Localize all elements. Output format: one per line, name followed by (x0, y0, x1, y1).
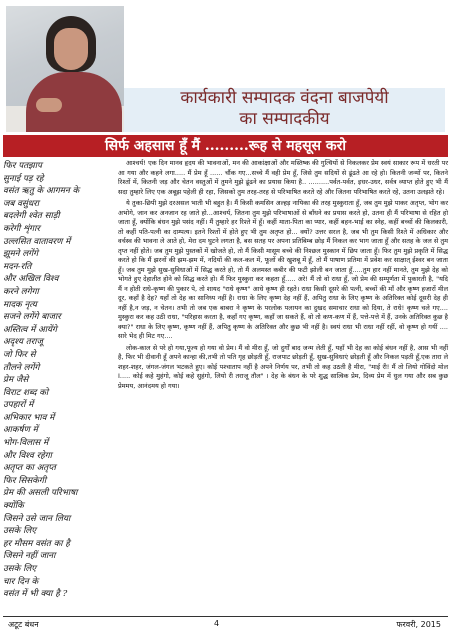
poem-line: अदृश्य तराजू (3, 337, 43, 348)
poem-line: और विश्व रहेगा (3, 450, 52, 461)
editor-title-line1: कार्यकारी सम्पादक वंदना बाजपेयी (180, 88, 389, 108)
article-banner: सिर्फ अहसास हूँ मैं .........रूह से महसूस करो (3, 135, 448, 157)
article-paragraph-1: आश्चर्य! एक दिन मानव हृदय की भावनाओं, मन की आकांक्षाओं और मस्तिष्क की गुत्थियों से निकलकर प्रेम स्वयं साकार रूप में धरती पर आ गया और कहने लगा..... मैं प्रेम हूँ ...... चौंक गए...सच्चे मैं वही प्रेम हूँ, जिसे तुम सदियों से ढूंढते आ रहे हो। कितनी जन्मों पर, कितने रिश्तों में, कितनी जड़ और चेतन वस्तुओं में तुमने मुझे ढूंढने का प्रयास किया है.. ..........पर्वत-पर्वत, इधर-उधर, सर्वत्र व्याप्त होते हुए भी मैं सदा तुम्हारे लिए एक अबूझ पहेली ही रहा, जिसको तुम तरह-तरह से परिभाषित करते रहे और जितना परिभाषित करते रहे, उतना उलझते रहे। (118, 159, 448, 196)
editor-title (124, 88, 445, 130)
poem-line: उल्लसित वातावरण में (3, 236, 71, 247)
poem-line: और अखिल विश्व (3, 274, 59, 285)
poem-line: करेगी शृंगार (3, 223, 40, 234)
poem-line: चार दिन के (3, 576, 39, 587)
poem-line: अस्तित्व में आयेंगे (3, 324, 57, 335)
poem-line: आकर्षण में (3, 425, 38, 436)
poem-column (3, 160, 115, 601)
photo-face (54, 28, 88, 70)
poem-line: विराट शब्द को (3, 387, 49, 398)
poem-line: वसंत ऋतु के आगमन के (3, 186, 80, 197)
poem-line: मदन-रति (3, 261, 32, 272)
poem-line: फिर पतझाप (3, 161, 42, 171)
poem-line: प्रेम की असली परिभाषा (3, 488, 78, 499)
editor-title-line2: का सम्पादकीय (239, 109, 330, 129)
poem-line: अभिकार भाव में (3, 412, 55, 423)
poem-line: जिसने नहीं जाना (3, 551, 56, 562)
poem-line: सजने लगेंगे बाजार (3, 312, 61, 323)
footer-divider (3, 616, 448, 617)
poem-line: मादक नृत्य (3, 299, 37, 310)
article-paragraph-2: ये तुका-छिपी मुझे दरअसल भाती भी बहुत है। मैं किसी कमसिन अल्हड़ नायिका की तरह मुस्कुराता हूँ, जब तुम मुझे पाकर अतृप्त, भोग कर अभोगे, जान कर अनजान रह जाते हो...आश्चर्य, जितना तुम मुझे परिभाषाओं से बाँधने का प्रयास करते हो, उतना ही मैं परिभाषा से रहित हो जाता हूँ, क्योंकि बंधन मुझे पसंद नहीं। मैं तुम्हारे हर रिश्ते में हूँ। कहीं माता-पिता का प्यार, कहीं बहन-भाई का स्नेह, कहीं बच्चों की किलकारी, तो कहीं पति-पत्नी का दाम्पत्य। इतने रिश्तों में होते हुए भी तुम अतृप्त हो... क्यों? उत्तर सरल है, जब भी तुम किसी रिश्ते में अधिकार और वर्चस्व की भावना ले आते हो, मेरा दम घुटने लगता है, बस सतह पर अपना प्रतिबिम्ब छोड़ मैं निकल कर भाग जाता हूँ और सतह के जल से तुम तृप्त नहीं होते। जब तुम मुझे पुस्तकों में खोजते हो, तो मैं किसी मासूम बच्चे की निश्छल मुस्कान में छिप जाता हूँ। फिर तुम मुझे प्रकृति में सिद्ध करते हो कि मैं झरनों की झम-झम में, नदियों की कल-कल में, फूलों की खुशबू में हूँ, तो मैं पाषाण प्रतिमा में प्रवेश कर साक्षात् ईश्वर बन जाता हूँ। जब तुम मुझे सुख-सुविधाओं में सिद्ध करते हो, तो मैं अलमस्त कबीर की फटी झोली बन जाता हूँ.....तुम हार नहीं मानते, तुम मुझे देह को भोगते हुए देहातीत होने को सिद्ध करते हो। मैं फिर मुस्कुरा कर कहता हूँ..... अरे! मैं तो वो राधा हूँ, जो प्रेम की सम्पूर्णता में पुकारती है, "यदि मैं न होती राधे-कृष्ण की पुकार पे, तो शायद "राधे कृष्ण" आधे कृष्ण ही रहते। राधा किसी दूसरे की पत्नी, बच्चों की माँ और कृष्ण हजारों मील दूर, कहाँ है देह? यहाँ तो देह का सानिध्य नहीं है। राधा के लिए कृष्ण देह नहीं हैं, अपितु राधा के लिए कृष्ण के अतिरिक्त कोई दूसरी देह ही नहीं है,न जड़, न चेतन। तभी तो जब एक बाबरा ने कृष्ण के परलोक पलायन का दुखद समाचार राधा को दिया, ते राधे! कृष्ण चले गए.... मुस्कुरा कर कह उठी राधा, "परिहास करता है, कहाँ गए कृष्ण, कहाँ जा सकते हैं, वो तो कण-कण में हैं, पत्ते-पत्ते में हैं, उनके अतिरिक्त कुछ है क्या?" राधा के लिए कृष्ण, कृष्ण नहीं हैं, अपितु कृष्ण के अतिरिक्त और कुछ भी नहीं है। स्वयं राधा भी राधा नहीं रहीं, वो कृष्ण हो गयीं .... सारे भेद ही मिट गए.... (118, 199, 448, 340)
poem-line: वसंत में भी क्या है ? (3, 589, 68, 600)
poem-line: प्रेम जैसे (3, 375, 29, 386)
photo-hand (36, 98, 62, 112)
footer-issue-date: फरवरी, 2015 (396, 620, 441, 629)
poem-line: फिर सिसकेगी (3, 475, 47, 486)
footer-page-number: 4 (214, 619, 220, 628)
poem-line: उसके लिए (3, 526, 37, 537)
poem-line: जिसने उसे जान लिया (3, 513, 71, 524)
poem-line: सुनाई पड़ रहे (3, 173, 44, 184)
editorial-article (118, 159, 448, 393)
poem-line: करने लगेगा (3, 286, 39, 297)
poem-line: झूमने लगेंगे (3, 249, 39, 260)
poem-line: तौलने लगेंगे (3, 362, 40, 373)
poem-line: अतृप्त का अतृप्त (3, 463, 56, 474)
editor-photo (6, 6, 124, 132)
footer-magazine-name: अटूट बंधन (8, 620, 39, 629)
article-paragraph-3: लोक-काल से परे हो गया,पूज्य हो गया वो प्रेम। मैं वो मीरा हूँ, जो दुर्गों बाद जन्म लेती हूँ, यहाँ भी देह का कोई बंधन नहीं है, आस भी नहीं है, फिर भी दीवानी हूँ अपने कान्हा की,तभी तो पति गृह छोड़ती हूँ, राजपाट छोड़ती हूँ, सुख-सुविधाएं छोड़ती हूँ और निकल पड़ती हूँ,एक तारा ले शहर-शहर, जंगल-जंगल भटकते हुए। कोई पश्चाताप नहीं है अपने निर्णय पर, तभी तो कह उठती है मीरा, "माई री! मैं तो लियो गोविंदो मोल I..... कोई कहे मुहंगो, कोई कहे सुहंगो, लियो री तराजू तौल" । देह के बंधन के परे शुद्ध सात्विक प्रेम, दिव्य प्रेम में धुल गया और सब कुछ प्रेममय, आनंदमय हो गया। (118, 343, 448, 390)
poem-line: जो फिर से (3, 349, 36, 360)
poem-line: भोग-विलास में (3, 438, 49, 449)
poem-line: बदलेगी श्वेत साड़ी (3, 211, 60, 222)
poem-line: उसके लिए (3, 564, 37, 574)
poem-line: हर मौसम वसंत का है (3, 538, 70, 549)
poem-line: उपहारों में (3, 400, 34, 411)
poem-line: जब वसुंधरा (3, 198, 40, 209)
poem-line: क्योंकि (3, 501, 24, 512)
